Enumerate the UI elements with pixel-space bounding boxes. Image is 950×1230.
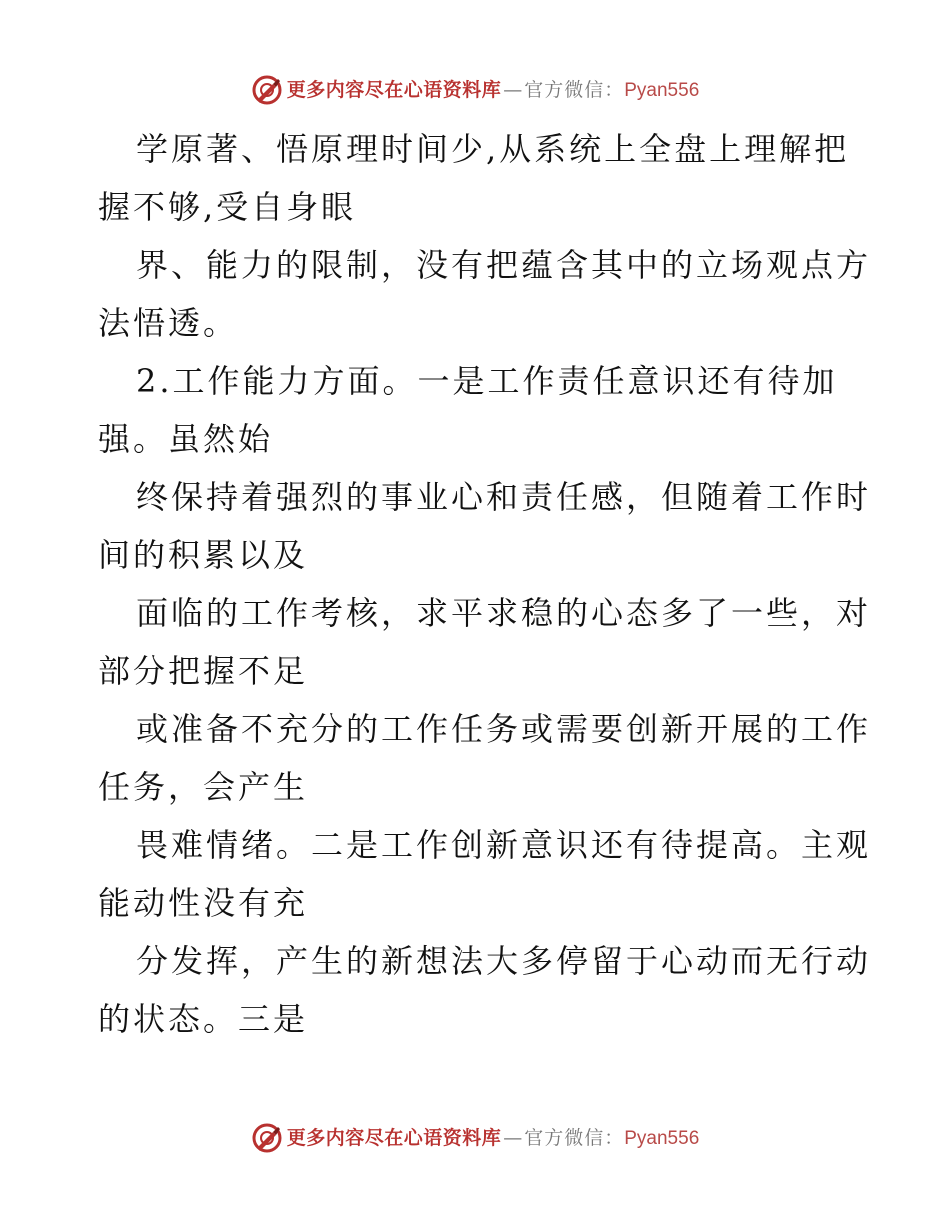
- text-line: 面临的工作考核，求平求稳的心态多了一些，对: [136, 594, 872, 632]
- text-line: 部分把握不足: [98, 652, 309, 690]
- text-line: 间的积累以及: [98, 536, 309, 574]
- watermark-dash: —: [503, 78, 523, 101]
- text-line: 能动性没有充: [98, 884, 309, 922]
- watermark-wechat-id: Pyan556: [624, 1127, 700, 1149]
- brand-logo-icon: [251, 1122, 283, 1154]
- watermark-dash: —: [503, 1126, 523, 1149]
- watermark-brand: 更多内容尽在心语资料库: [286, 1126, 502, 1149]
- watermark-brand: 更多内容尽在心语资料库: [286, 78, 502, 101]
- watermark-wechat-id: Pyan556: [624, 79, 700, 101]
- brand-logo-icon: [251, 74, 283, 106]
- text-line: 分发挥，产生的新想法大多停留于心动而无行动: [136, 942, 872, 980]
- text-line: 握不够,受自身眼: [98, 188, 357, 226]
- watermark-label: 官方微信：: [524, 1126, 625, 1149]
- footer-watermark: [0, 1118, 950, 1158]
- document-body: [98, 120, 872, 1048]
- text-line: 法悟透。: [98, 304, 239, 342]
- text-line: 任务，会产生: [98, 768, 309, 806]
- text-line: 或准备不充分的工作任务或需要创新开展的工作: [136, 710, 872, 748]
- header-watermark: [0, 70, 950, 110]
- watermark-label: 官方微信：: [524, 78, 625, 101]
- text-line: 界、能力的限制，没有把蕴含其中的立场观点方: [136, 246, 872, 284]
- text-line: 终保持着强烈的事业心和责任感，但随着工作时: [136, 478, 872, 516]
- text-line: 的状态。三是: [98, 1000, 309, 1038]
- text-line: 畏难情绪。二是工作创新意识还有待提高。主观: [136, 826, 872, 864]
- text-line: 2.工作能力方面。一是工作责任意识还有待加: [136, 362, 838, 400]
- text-line: 强。虽然始: [98, 420, 274, 458]
- text-line: 学原著、悟原理时间少,从系统上全盘上理解把: [136, 130, 850, 168]
